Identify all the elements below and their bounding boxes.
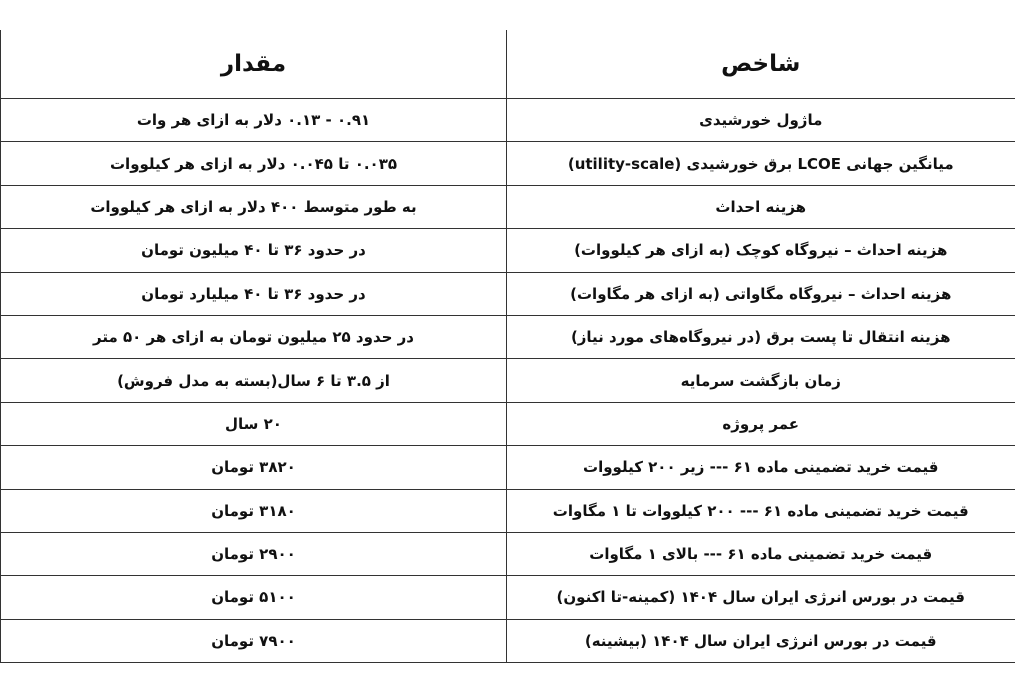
table-header-row	[1, 30, 1015, 99]
row-indicator: قیمت در بورس انرژی ایران سال ۱۴۰۴ (بیشینه)	[507, 619, 1015, 662]
row-indicator: ماژول خورشیدی	[507, 99, 1015, 142]
row-value: در حدود ۲۵ میلیون تومان به ازای هر ۵۰ متر	[1, 315, 507, 358]
table-row	[1, 402, 1015, 445]
row-value: ۲۹۰۰ تومان	[1, 532, 507, 575]
table-row	[1, 446, 1015, 489]
row-indicator: میانگین جهانی LCOE برق خورشیدی (utility-scale)	[507, 142, 1015, 185]
row-indicator: قیمت در بورس انرژی ایران سال ۱۴۰۴ (کمینه-تا اکنون)	[507, 576, 1015, 619]
solar-cost-table	[0, 30, 1015, 663]
header-value: مقدار	[1, 30, 507, 99]
table-row	[1, 532, 1015, 575]
table-row	[1, 142, 1015, 185]
row-indicator: عمر پروژه	[507, 402, 1015, 445]
row-indicator: هزینه احداث	[507, 185, 1015, 228]
row-indicator: قیمت خرید تضمینی ماده ۶۱ --- ۲۰۰ کیلووات تا ۱ مگاوات	[507, 489, 1015, 532]
table-row	[1, 489, 1015, 532]
table-row	[1, 99, 1015, 142]
table-row	[1, 272, 1015, 315]
row-indicator: زمان بازگشت سرمایه	[507, 359, 1015, 402]
row-value: ۷۹۰۰ تومان	[1, 619, 507, 662]
row-indicator: قیمت خرید تضمینی ماده ۶۱ --- بالای ۱ مگاوات	[507, 532, 1015, 575]
row-indicator: قیمت خرید تضمینی ماده ۶۱ --- زیر ۲۰۰ کیلووات	[507, 446, 1015, 489]
row-value: به طور متوسط ۴۰۰ دلار به ازای هر کیلووات	[1, 185, 507, 228]
row-value: ۰.۹۱ - ۰.۱۳ دلار به ازای هر وات	[1, 99, 507, 142]
row-value: ۳۱۸۰ تومان	[1, 489, 507, 532]
header-indicator: شاخص	[507, 30, 1015, 99]
table-row	[1, 576, 1015, 619]
row-value: ۳۸۲۰ تومان	[1, 446, 507, 489]
row-value: در حدود ۳۶ تا ۴۰ میلیون تومان	[1, 229, 507, 272]
row-indicator: هزینه انتقال تا پست برق (در نیروگاه‌های مورد نیاز)	[507, 315, 1015, 358]
row-indicator: هزینه احداث – نیروگاه مگاواتی (به ازای هر مگاوات)	[507, 272, 1015, 315]
row-value: ۵۱۰۰ تومان	[1, 576, 507, 619]
row-value: ۰.۰۳۵ تا ۰.۰۴۵ دلار به ازای هر کیلووات	[1, 142, 507, 185]
row-indicator: هزینه احداث – نیروگاه کوچک (به ازای هر کیلووات)	[507, 229, 1015, 272]
row-value: ۲۰ سال	[1, 402, 507, 445]
row-value: در حدود ۳۶ تا ۴۰ میلیارد تومان	[1, 272, 507, 315]
table-row	[1, 315, 1015, 358]
table-row	[1, 359, 1015, 402]
table-row	[1, 619, 1015, 662]
row-value: از ۳.۵ تا ۶ سال(بسته به مدل فروش)	[1, 359, 507, 402]
table-row	[1, 229, 1015, 272]
table-row	[1, 185, 1015, 228]
